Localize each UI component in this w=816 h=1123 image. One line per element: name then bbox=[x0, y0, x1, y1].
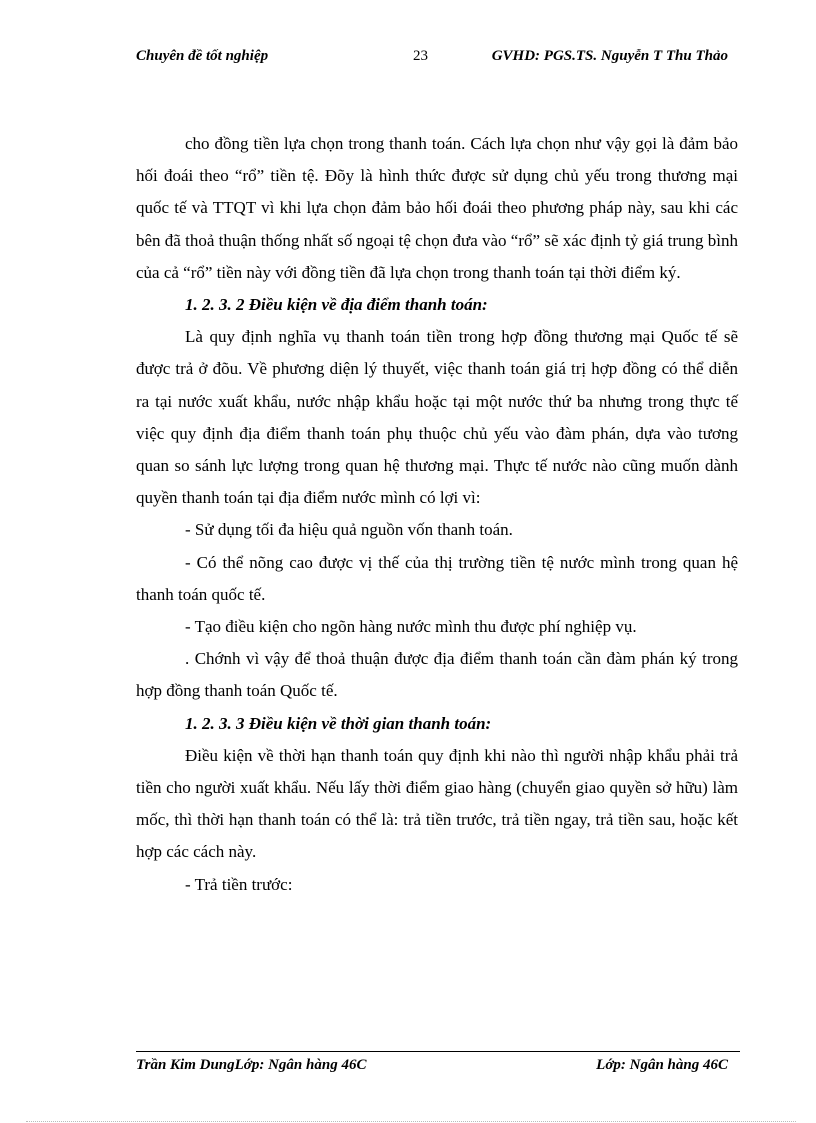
page-body bbox=[136, 128, 738, 901]
footer-divider bbox=[136, 1051, 740, 1052]
header-doc-title: Chuyên đề tốt nghiệp bbox=[136, 48, 269, 64]
bullet-item: - Sử dụng tối đa hiệu quả nguồn vốn thanh toán. bbox=[185, 520, 513, 540]
page-number: 23 bbox=[413, 48, 428, 64]
bullet-item: - Trả tiền trước: bbox=[185, 874, 293, 894]
bullet-item: - Có thể nõng cao được vị thế của thị trường tiền tệ nước mình trong quan hệ thanh toán quốc tế. bbox=[136, 552, 738, 604]
paragraph: cho đồng tiền lựa chọn trong thanh toán. Cách lựa chọn như vậy gọi là đảm bảo hối đoái theo “rổ” tiền tệ. Đõy là hình thức được sử dụng chủ yếu trong thương mại quốc tế và TTQT vì khi lựa chọn đảm bảo hối đoái theo phương pháp này, sau khi các bên đã thoả thuận thống nhất số ngoại tệ chọn đưa vào “rổ” sẽ xác định tỷ giá trung bình của cả “rổ” tiền này với đồng tiền đã lựa chọn trong thanh toán tại thời điểm ký. bbox=[136, 134, 738, 282]
paragraph: . Chớnh vì vậy để thoả thuận được địa điểm thanh toán cần đàm phán ký trong hợp đồng thanh toán Quốc tế. bbox=[136, 649, 738, 701]
header-advisor: GVHD: PGS.TS. Nguyễn T Thu Thảo bbox=[491, 48, 728, 64]
section-heading: 1. 2. 3. 2 Điều kiện về địa điểm thanh toán: bbox=[185, 295, 488, 315]
footer-author: Trần Kim DungLớp: Ngân hàng 46C bbox=[136, 1057, 367, 1073]
page-footer bbox=[136, 1057, 728, 1079]
bullet-item: - Tạo điều kiện cho ngõn hàng nước mình thu được phí nghiệp vụ. bbox=[185, 617, 637, 637]
page-edge-divider bbox=[26, 1121, 796, 1122]
section-heading: 1. 2. 3. 3 Điều kiện về thời gian thanh toán: bbox=[185, 713, 492, 733]
page-header bbox=[136, 48, 728, 70]
footer-class: Lớp: Ngân hàng 46C bbox=[596, 1057, 728, 1073]
paragraph: Là quy định nghĩa vụ thanh toán tiền trong hợp đồng thương mại Quốc tế sẽ được trả ở đõu. Về phương diện lý thuyết, việc thanh toán giá trị hợp đồng có thể diễn ra tại nước xuất khẩu, nước nhập khẩu hoặc tại một nước thứ ba nhưng trong thực tế việc quy định địa điểm thanh toán phụ thuộc chủ yếu vào đàm phán, dựa vào tương quan so sánh lực lượng trong quan hệ thương mại. Thực tế nước nào cũng muốn dành quyền thanh toán tại địa điểm nước mình có lợi vì: bbox=[136, 327, 738, 508]
paragraph: Điều kiện về thời hạn thanh toán quy định khi nào thì người nhập khẩu phải trả tiền cho người xuất khẩu. Nếu lấy thời điểm giao hàng (chuyển giao quyền sở hữu) làm mốc, thì thời hạn thanh toán có thể là: trả tiền trước, trả tiền ngay, trả tiền sau, hoặc kết hợp các cách này. bbox=[136, 745, 738, 862]
